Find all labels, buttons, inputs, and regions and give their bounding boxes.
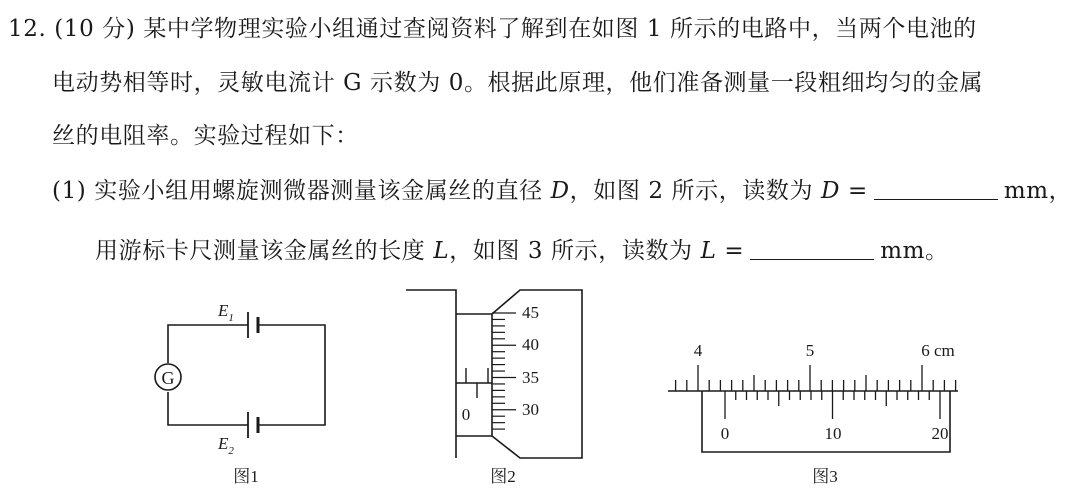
figure-2-micrometer [406,290,582,458]
part1-text-a: (1) 实验小组用螺旋测微器测量该金属丝的直径 [52,178,551,204]
diameter-equation: D = [821,178,868,204]
question-line-3: 丝的电阻率。实验过程如下： [52,123,359,149]
figure-1-caption: 图1 [233,467,259,486]
circuit-wire-top-left [168,325,248,363]
battery-e2-label: $E_2$ [218,434,234,457]
thimble-label-40: 40 [522,335,539,354]
main-scale-label-4: 4 [693,341,703,360]
length-equation: L = [700,238,745,264]
battery-e1-label: $E_1$ [218,301,234,324]
vernier-label-20: 20 [931,424,949,443]
thimble-label-30: 30 [522,400,539,419]
figure-3-vernier-caliper [668,391,958,452]
sleeve-zero-label: 0 [461,405,471,424]
thimble-label-45: 45 [522,303,539,322]
vernier-label-10: 10 [824,424,842,443]
thimble-label-35: 35 [522,368,539,387]
micrometer-frame [406,290,456,458]
main-scale-label-6cm: 6 cm [921,341,955,360]
part1-text-c: 用游标卡尺测量该金属丝的长度 [95,238,434,264]
figure-2-caption: 图2 [490,467,516,486]
part1-text-b: ，如图 2 所示，读数为 [569,178,822,204]
question-line-2: 电动势相等时，灵敏电流计 G 示数为 0。根据此原理，他们准备测量一段粗细均匀的金属 [52,70,984,96]
diameter-symbol: D [550,178,570,204]
figure-3-caption: 图3 [812,467,838,486]
vernier-scale-ticks [725,391,940,419]
main-scale-label-5: 5 [805,341,815,360]
main-scale-ticks [676,365,956,391]
thimble-ticks [492,313,516,429]
length-symbol: L [433,238,450,264]
circuit-wire-bottom-left [168,392,248,425]
question-line-1: 12. (10 分) 某中学物理实验小组通过查阅资料了解到在如图 1 所示的电路中，当两个电池的 [8,16,977,42]
figure-1-circuit [155,312,325,438]
part1-text-d: ，如图 3 所示，读数为 [449,238,701,264]
thimble-labels [522,303,539,419]
circuit-wire-right [258,325,325,425]
length-unit: mm。 [880,238,949,264]
vernier-label-0: 0 [720,424,730,443]
galvanometer-label: G [161,368,175,388]
diameter-unit: mm， [1003,178,1073,204]
